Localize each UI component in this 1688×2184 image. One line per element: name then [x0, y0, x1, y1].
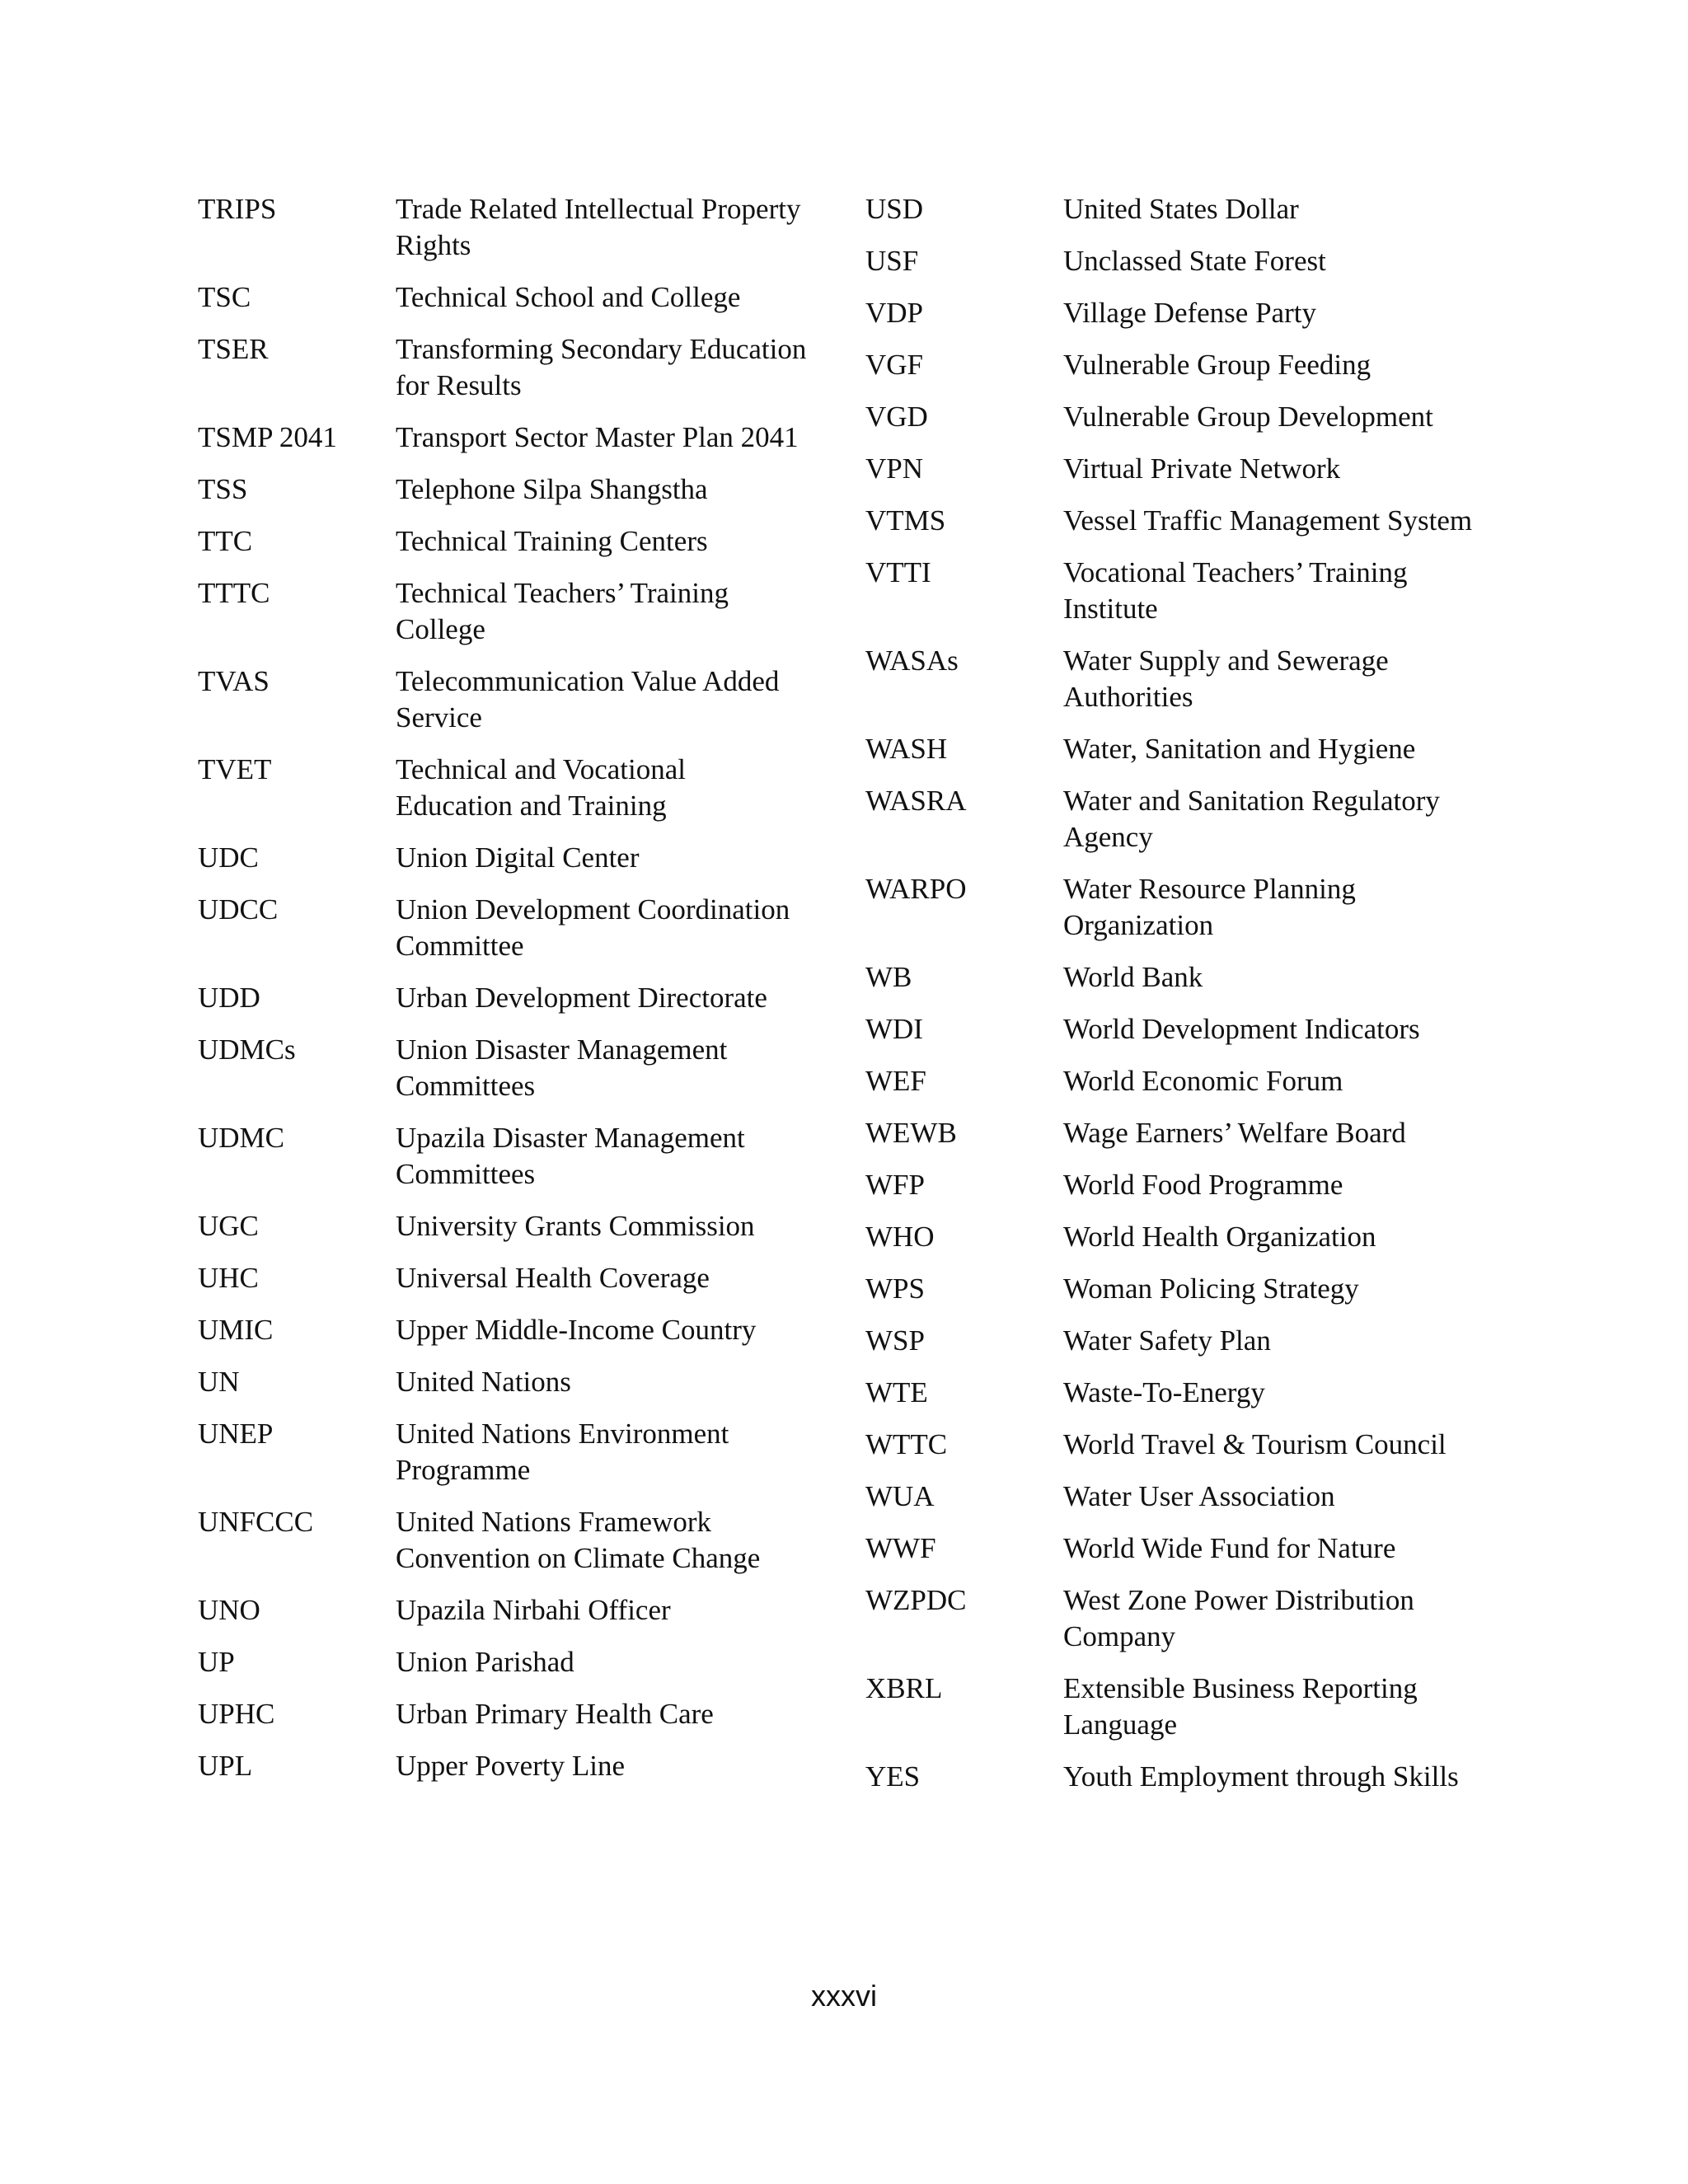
abbreviation-definition [1063, 959, 1492, 996]
definition-line: College [396, 613, 485, 645]
definition-line: Urban Primary Health Care [396, 1698, 714, 1730]
abbreviation-definition [1063, 1427, 1492, 1463]
abbreviation-term: UDD [198, 982, 260, 1014]
definition-line: Organization [1063, 909, 1214, 941]
abbreviation-term: VDP [865, 297, 924, 329]
definition-line: Waste-To-Energy [1063, 1376, 1265, 1408]
abbreviation-definition [1063, 243, 1492, 279]
definition-line: World Bank [1063, 961, 1203, 993]
abbreviation-definition [396, 191, 841, 264]
definition-line: Service [396, 701, 482, 733]
abbreviation-definition [1063, 503, 1492, 539]
abbreviation-definition [1063, 1167, 1492, 1203]
abbreviation-entry [865, 555, 1492, 627]
abbreviation-entry [198, 1504, 841, 1577]
abbreviation-entry [865, 783, 1492, 855]
abbreviation-definition [1063, 347, 1492, 383]
definition-line: Water and Sanitation Regulatory [1063, 785, 1440, 817]
abbreviation-term: WUA [865, 1480, 935, 1512]
abbreviation-definition [396, 331, 841, 404]
abbreviation-definition [396, 1592, 841, 1629]
abbreviation-definition [1063, 1530, 1492, 1567]
abbreviation-term: UDC [198, 841, 259, 874]
definition-line: Programme [396, 1454, 531, 1486]
abbreviation-term: UGC [198, 1210, 259, 1242]
abbreviation-entry [865, 1427, 1492, 1463]
abbreviation-entry [198, 840, 841, 876]
abbreviation-definition [1063, 1759, 1492, 1795]
abbreviation-definition [396, 523, 841, 560]
abbreviation-term: UMIC [198, 1314, 274, 1346]
abbreviation-term: WARPO [865, 873, 967, 905]
abbreviation-definition [396, 892, 841, 964]
abbreviation-entry [865, 1219, 1492, 1255]
abbreviation-definition [1063, 1011, 1492, 1047]
abbreviation-definition [1063, 1271, 1492, 1307]
abbreviation-term: TSS [198, 473, 248, 505]
abbreviation-term: WPS [865, 1272, 925, 1305]
abbreviation-term: WASAs [865, 644, 959, 677]
abbreviation-entry [198, 1416, 841, 1488]
abbreviation-term: TSMP 2041 [198, 421, 337, 453]
abbreviation-entry [865, 503, 1492, 539]
abbreviation-entry [198, 892, 841, 964]
abbreviations-left-column [198, 191, 841, 1800]
abbreviation-term: XBRL [865, 1672, 943, 1704]
abbreviation-entry [198, 191, 841, 264]
abbreviation-entry [865, 1582, 1492, 1655]
abbreviation-entry [198, 575, 841, 648]
abbreviation-term: UN [198, 1366, 240, 1398]
definition-line: Language [1063, 1708, 1177, 1741]
abbreviation-definition [396, 1208, 841, 1244]
abbreviation-definition [1063, 643, 1492, 715]
definition-line: Union Parishad [396, 1646, 574, 1678]
abbreviation-term: UDCC [198, 893, 279, 926]
abbreviation-entry [198, 1644, 841, 1680]
definition-line: World Travel & Tourism Council [1063, 1428, 1447, 1460]
abbreviation-term: WASRA [865, 785, 967, 817]
abbreviation-definition [396, 471, 841, 508]
abbreviation-term: UPL [198, 1750, 253, 1782]
abbreviation-definition [1063, 1375, 1492, 1411]
definition-line: Technical School and College [396, 281, 741, 313]
abbreviation-definition [1063, 399, 1492, 435]
abbreviation-definition [396, 663, 841, 736]
abbreviation-definition [396, 1644, 841, 1680]
definition-line: Vocational Teachers’ Training [1063, 556, 1408, 588]
definition-line: Water Resource Planning [1063, 873, 1356, 905]
abbreviation-entry [198, 752, 841, 824]
abbreviation-term: UNFCCC [198, 1506, 314, 1538]
abbreviation-definition [1063, 295, 1492, 331]
abbreviation-entry [198, 419, 841, 456]
abbreviation-term: YES [865, 1760, 921, 1793]
abbreviation-definition [396, 840, 841, 876]
definition-line: Committees [396, 1158, 536, 1190]
abbreviation-term: TTTC [198, 577, 270, 609]
abbreviation-entry [865, 347, 1492, 383]
abbreviation-term: WWF [865, 1532, 936, 1564]
abbreviation-entry [865, 1671, 1492, 1743]
abbreviation-term: WEF [865, 1065, 926, 1097]
definition-line: Authorities [1063, 681, 1193, 713]
definition-line: Wage Earners’ Welfare Board [1063, 1117, 1406, 1149]
definition-line: Vulnerable Group Feeding [1063, 349, 1372, 381]
abbreviation-definition [1063, 1323, 1492, 1359]
abbreviation-definition [1063, 1582, 1492, 1655]
definition-line: Committees [396, 1070, 536, 1102]
abbreviation-term: UDMCs [198, 1033, 296, 1066]
abbreviation-entry [865, 1011, 1492, 1047]
abbreviation-entry [865, 731, 1492, 767]
abbreviation-entry [198, 663, 841, 736]
definition-line: Technical Training Centers [396, 525, 708, 557]
abbreviation-entry [865, 191, 1492, 227]
definition-line: Youth Employment through Skills [1063, 1760, 1459, 1793]
abbreviation-definition [396, 1364, 841, 1400]
abbreviation-entry [198, 1696, 841, 1732]
abbreviation-definition [1063, 1115, 1492, 1151]
abbreviation-definition [1063, 1479, 1492, 1515]
abbreviation-term: TVAS [198, 665, 270, 697]
abbreviation-entry [865, 1271, 1492, 1307]
abbreviation-term: UPHC [198, 1698, 275, 1730]
abbreviation-entry [865, 959, 1492, 996]
abbreviation-entry [865, 1530, 1492, 1567]
definition-line: Union Development Coordination [396, 893, 790, 926]
abbreviation-term: WASH [865, 733, 948, 765]
abbreviation-entry [198, 1312, 841, 1348]
abbreviation-definition [396, 1312, 841, 1348]
abbreviation-term: WZPDC [865, 1584, 967, 1616]
definition-line: West Zone Power Distribution [1063, 1584, 1414, 1616]
abbreviation-definition [1063, 451, 1492, 487]
definition-line: United States Dollar [1063, 193, 1299, 225]
abbreviation-definition [396, 1416, 841, 1488]
definition-line: Technical Teachers’ Training [396, 577, 729, 609]
abbreviation-entry [198, 1592, 841, 1629]
abbreviation-entry [198, 1208, 841, 1244]
definition-line: United Nations [396, 1366, 571, 1398]
abbreviation-term: WFP [865, 1169, 925, 1201]
abbreviation-definition [396, 1260, 841, 1296]
abbreviation-definition [1063, 555, 1492, 627]
definition-line: United Nations Environment [396, 1418, 729, 1450]
definition-line: Technical and Vocational [396, 753, 686, 785]
abbreviation-definition [1063, 191, 1492, 227]
abbreviation-definition [396, 980, 841, 1016]
abbreviation-definition [1063, 1671, 1492, 1743]
definition-line: Water Safety Plan [1063, 1324, 1271, 1357]
abbreviation-term: WEWB [865, 1117, 957, 1149]
definition-line: Agency [1063, 821, 1153, 853]
definition-line: Unclassed State Forest [1063, 245, 1326, 277]
abbreviation-entry [865, 295, 1492, 331]
abbreviation-definition [396, 575, 841, 648]
definition-line: Virtual Private Network [1063, 452, 1341, 485]
definition-line: Woman Policing Strategy [1063, 1272, 1359, 1305]
abbreviation-entry [865, 451, 1492, 487]
abbreviation-entry [865, 1167, 1492, 1203]
definition-line: Institute [1063, 593, 1158, 625]
definition-line: Company [1063, 1620, 1176, 1652]
abbreviation-entry [198, 1120, 841, 1193]
definition-line: Upper Poverty Line [396, 1750, 625, 1782]
abbreviation-entry [198, 1032, 841, 1104]
abbreviation-definition [396, 1032, 841, 1104]
definition-line: Upazila Nirbahi Officer [396, 1594, 671, 1626]
page-number: xxxvi [811, 1979, 877, 2013]
definition-line: World Economic Forum [1063, 1065, 1343, 1097]
abbreviation-term: TVET [198, 753, 272, 785]
definition-line: Upazila Disaster Management [396, 1122, 745, 1154]
abbreviation-term: VPN [865, 452, 924, 485]
abbreviation-term: TTC [198, 525, 253, 557]
abbreviation-term: UDMC [198, 1122, 285, 1154]
definition-line: University Grants Commission [396, 1210, 755, 1242]
abbreviation-entry [865, 243, 1492, 279]
definition-line: Universal Health Coverage [396, 1262, 710, 1294]
abbreviation-definition [396, 1748, 841, 1784]
abbreviation-entry [198, 523, 841, 560]
abbreviation-entry [198, 1364, 841, 1400]
abbreviation-term: TSC [198, 281, 251, 313]
abbreviation-entry [865, 1759, 1492, 1795]
abbreviation-term: WTE [865, 1376, 928, 1408]
definition-line: Water User Association [1063, 1480, 1335, 1512]
definition-line: Telecommunication Value Added [396, 665, 780, 697]
abbreviation-entry [198, 279, 841, 316]
abbreviation-term: TSER [198, 333, 269, 365]
definition-line: World Development Indicators [1063, 1013, 1420, 1045]
abbreviation-term: USD [865, 193, 924, 225]
abbreviation-term: UHC [198, 1262, 259, 1294]
definition-line: United Nations Framework [396, 1506, 711, 1538]
abbreviation-definition [1063, 731, 1492, 767]
definition-line: Convention on Climate Change [396, 1542, 761, 1574]
definition-line: Union Digital Center [396, 841, 640, 874]
abbreviation-term: TRIPS [198, 193, 277, 225]
abbreviation-term: USF [865, 245, 919, 277]
abbreviation-entry [198, 980, 841, 1016]
abbreviation-definition [396, 1504, 841, 1577]
abbreviation-entry [865, 1323, 1492, 1359]
abbreviation-term: UNO [198, 1594, 260, 1626]
definition-line: Vulnerable Group Development [1063, 401, 1433, 433]
definition-line: Trade Related Intellectual Property [396, 193, 801, 225]
abbreviation-definition [396, 752, 841, 824]
abbreviation-term: VTMS [865, 504, 946, 537]
abbreviation-term: WSP [865, 1324, 925, 1357]
abbreviation-definition [1063, 783, 1492, 855]
definition-line: World Wide Fund for Nature [1063, 1532, 1396, 1564]
abbreviation-term: VGF [865, 349, 924, 381]
abbreviation-entry [198, 471, 841, 508]
abbreviation-entry [865, 1115, 1492, 1151]
abbreviations-right-column [865, 191, 1492, 1811]
definition-line: Telephone Silpa Shangstha [396, 473, 708, 505]
abbreviation-definition [396, 1696, 841, 1732]
abbreviation-term: WDI [865, 1013, 923, 1045]
definition-line: Education and Training [396, 790, 667, 822]
abbreviation-term: UP [198, 1646, 235, 1678]
abbreviation-term: UNEP [198, 1418, 274, 1450]
abbreviation-definition [396, 419, 841, 456]
abbreviation-term: WB [865, 961, 912, 993]
definition-line: Union Disaster Management [396, 1033, 728, 1066]
definition-line: World Health Organization [1063, 1221, 1376, 1253]
abbreviation-entry [865, 1063, 1492, 1099]
definition-line: Transport Sector Master Plan 2041 [396, 421, 799, 453]
definition-line: Upper Middle-Income Country [396, 1314, 757, 1346]
abbreviation-term: VGD [865, 401, 928, 433]
definition-line: Water Supply and Sewerage [1063, 644, 1389, 677]
abbreviation-term: WTTC [865, 1428, 948, 1460]
definition-line: Urban Development Directorate [396, 982, 767, 1014]
definition-line: Transforming Secondary Education [396, 333, 807, 365]
definition-line: Committee [396, 930, 524, 962]
definition-line: Rights [396, 229, 471, 261]
abbreviation-entry [198, 331, 841, 404]
abbreviation-entry [865, 399, 1492, 435]
abbreviation-entry [865, 1479, 1492, 1515]
abbreviation-definition [1063, 1063, 1492, 1099]
definition-line: Extensible Business Reporting [1063, 1672, 1418, 1704]
abbreviation-term: WHO [865, 1221, 935, 1253]
abbreviation-entry [198, 1260, 841, 1296]
definition-line: World Food Programme [1063, 1169, 1343, 1201]
definition-line: Water, Sanitation and Hygiene [1063, 733, 1416, 765]
abbreviation-term: VTTI [865, 556, 931, 588]
abbreviation-entry [198, 1748, 841, 1784]
abbreviation-definition [1063, 1219, 1492, 1255]
definition-line: Village Defense Party [1063, 297, 1316, 329]
abbreviation-entry [865, 871, 1492, 944]
abbreviation-entry [865, 1375, 1492, 1411]
abbreviation-definition [1063, 871, 1492, 944]
abbreviation-definition [396, 1120, 841, 1193]
definition-line: Vessel Traffic Management System [1063, 504, 1473, 537]
abbreviation-entry [865, 643, 1492, 715]
abbreviation-definition [396, 279, 841, 316]
definition-line: for Results [396, 369, 522, 401]
